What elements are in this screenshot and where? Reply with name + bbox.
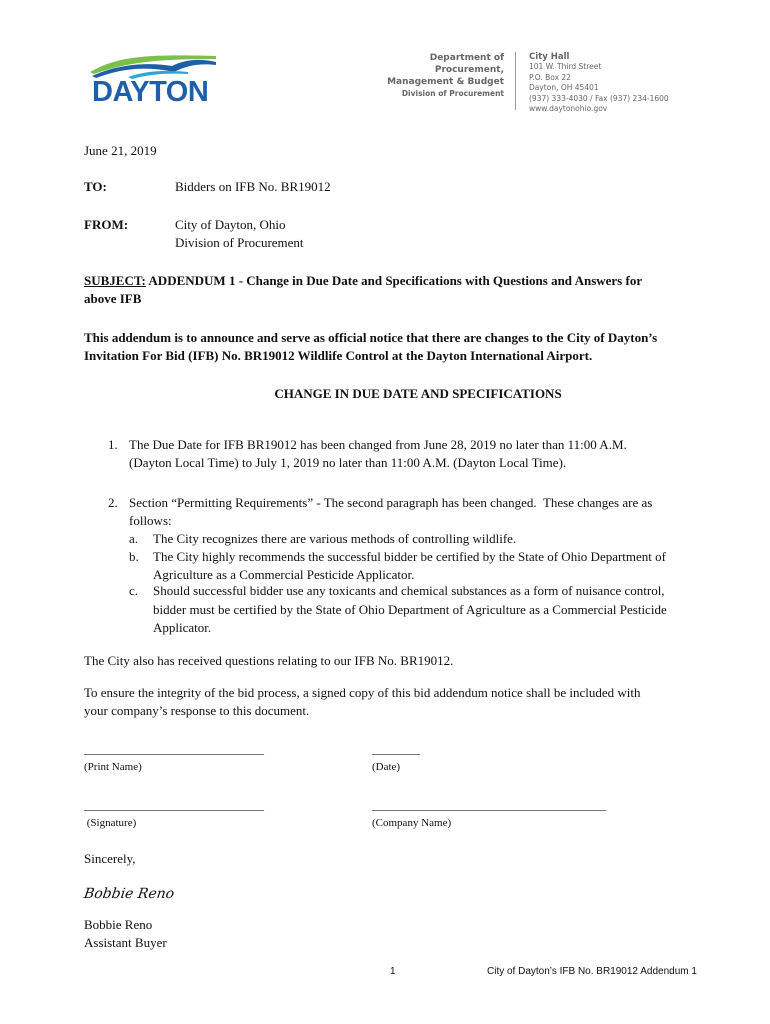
section-heading: CHANGE IN DUE DATE AND SPECIFICATIONS (274, 386, 562, 401)
website: www.daytonohio.gov (529, 104, 608, 114)
company-name-line: _______________________________________ (372, 798, 606, 812)
footer-document-reference: City of Dayton’s IFB No. BR19012 Addendum 1 (487, 966, 697, 977)
company-name-label: (Company Name) (372, 817, 452, 829)
item2-text-line1: Section “Permitting Requirements” - The second paragraph has been changed. These changes are as (129, 495, 653, 510)
sub-item-b-label: b. (129, 549, 139, 564)
item1-number: 1. (108, 437, 118, 452)
department-block (360, 52, 504, 100)
subject (84, 272, 642, 290)
sub-item-c-line3: Applicator. (153, 620, 212, 635)
from-value-line1: City of Dayton, Ohio (175, 217, 286, 232)
item1-text-line2: (Dayton Local Time) to July 1, 2019 no later than 11:00 A.M. (Dayton Local Time). (129, 455, 567, 470)
sub-item-c-line1: Should successful bidder use any toxicants and chemical substances as a form of nuisance control, (153, 583, 665, 598)
intro-line2: Invitation For Bid (IFB) No. BR19012 Wildlife Control at the Dayton International Airport. (84, 348, 593, 363)
integrity-line1: To ensure the integrity of the bid process, a signed copy of this bid addendum notice shall be included with (84, 685, 641, 700)
to-label: TO: (84, 179, 107, 194)
date-label: (Date) (372, 761, 401, 773)
city-hall-title: City Hall (529, 52, 570, 62)
signer-title: Assistant Buyer (84, 935, 167, 950)
city-hall-address (529, 52, 749, 114)
sub-item-a-text: The City recognizes there are various methods of controlling wildlife. (153, 531, 517, 546)
sub-item-b-line1: The City highly recommends the successful bidder be certified by the State of Ohio Department of (153, 549, 666, 564)
subject-text-line1: ADDENDUM 1 - Change in Due Date and Specifications with Questions and Answers for (145, 273, 643, 288)
dayton-logo (88, 50, 220, 110)
intro-line1: This addendum is to announce and serve as official notice that there are changes to the City of Dayton’s (84, 330, 658, 345)
division-name: Division of Procurement (401, 89, 504, 98)
questions-note: The City also has received questions relating to our IFB No. BR19012. (84, 653, 454, 668)
address-line: P.O. Box 22 (529, 72, 571, 82)
item2-text-line2: follows: (129, 513, 172, 528)
page-number: 1 (390, 966, 396, 977)
sub-item-b-line2: Agriculture as a Commercial Pesticide Applicator. (153, 567, 415, 582)
letter-date: June 21, 2019 (84, 143, 157, 158)
signature-line: ______________________________ (84, 798, 264, 812)
sub-item-a-label: a. (129, 531, 139, 546)
to-value: Bidders on IFB No. BR19012 (175, 179, 331, 194)
sub-item-c-line2: bidder must be certified by the State of Ohio Department of Agriculture as a Commercial Pesticide (153, 602, 667, 617)
sub-item-c-label: c. (129, 583, 139, 598)
address-line: 101 W. Third Street (529, 62, 602, 72)
letterhead-divider (515, 52, 516, 110)
phone-fax: (937) 333-4030 / Fax (937) 234-1600 (529, 93, 669, 103)
closing-sincerely: Sincerely, (84, 851, 136, 866)
print-name-line: ______________________________ (84, 742, 264, 756)
subject-label: SUBJECT: (84, 273, 146, 288)
from-label: FROM: (84, 217, 129, 232)
integrity-line2: your company’s response to this document. (84, 703, 310, 718)
from-value-line2: Division of Procurement (175, 235, 304, 250)
signature-label: (Signature) (84, 817, 137, 829)
handwritten-signature: Bobbie Reno (82, 886, 176, 902)
department-name-line1: Department of Procurement, (429, 53, 504, 75)
item1-text-line1: The Due Date for IFB BR19012 has been changed from June 28, 2019 no later than 11:00 A.M. (129, 437, 627, 452)
print-name-label: (Print Name) (84, 761, 142, 773)
subject-text-line2: above IFB (84, 291, 142, 306)
signer-name: Bobbie Reno (84, 917, 153, 932)
date-line: ________ (372, 742, 420, 756)
logo-wordmark: DAYTON (92, 76, 209, 108)
address-line: Dayton, OH 45401 (529, 83, 599, 93)
department-name-line2: Management & Budget (387, 77, 504, 87)
item2-number: 2. (108, 495, 118, 510)
